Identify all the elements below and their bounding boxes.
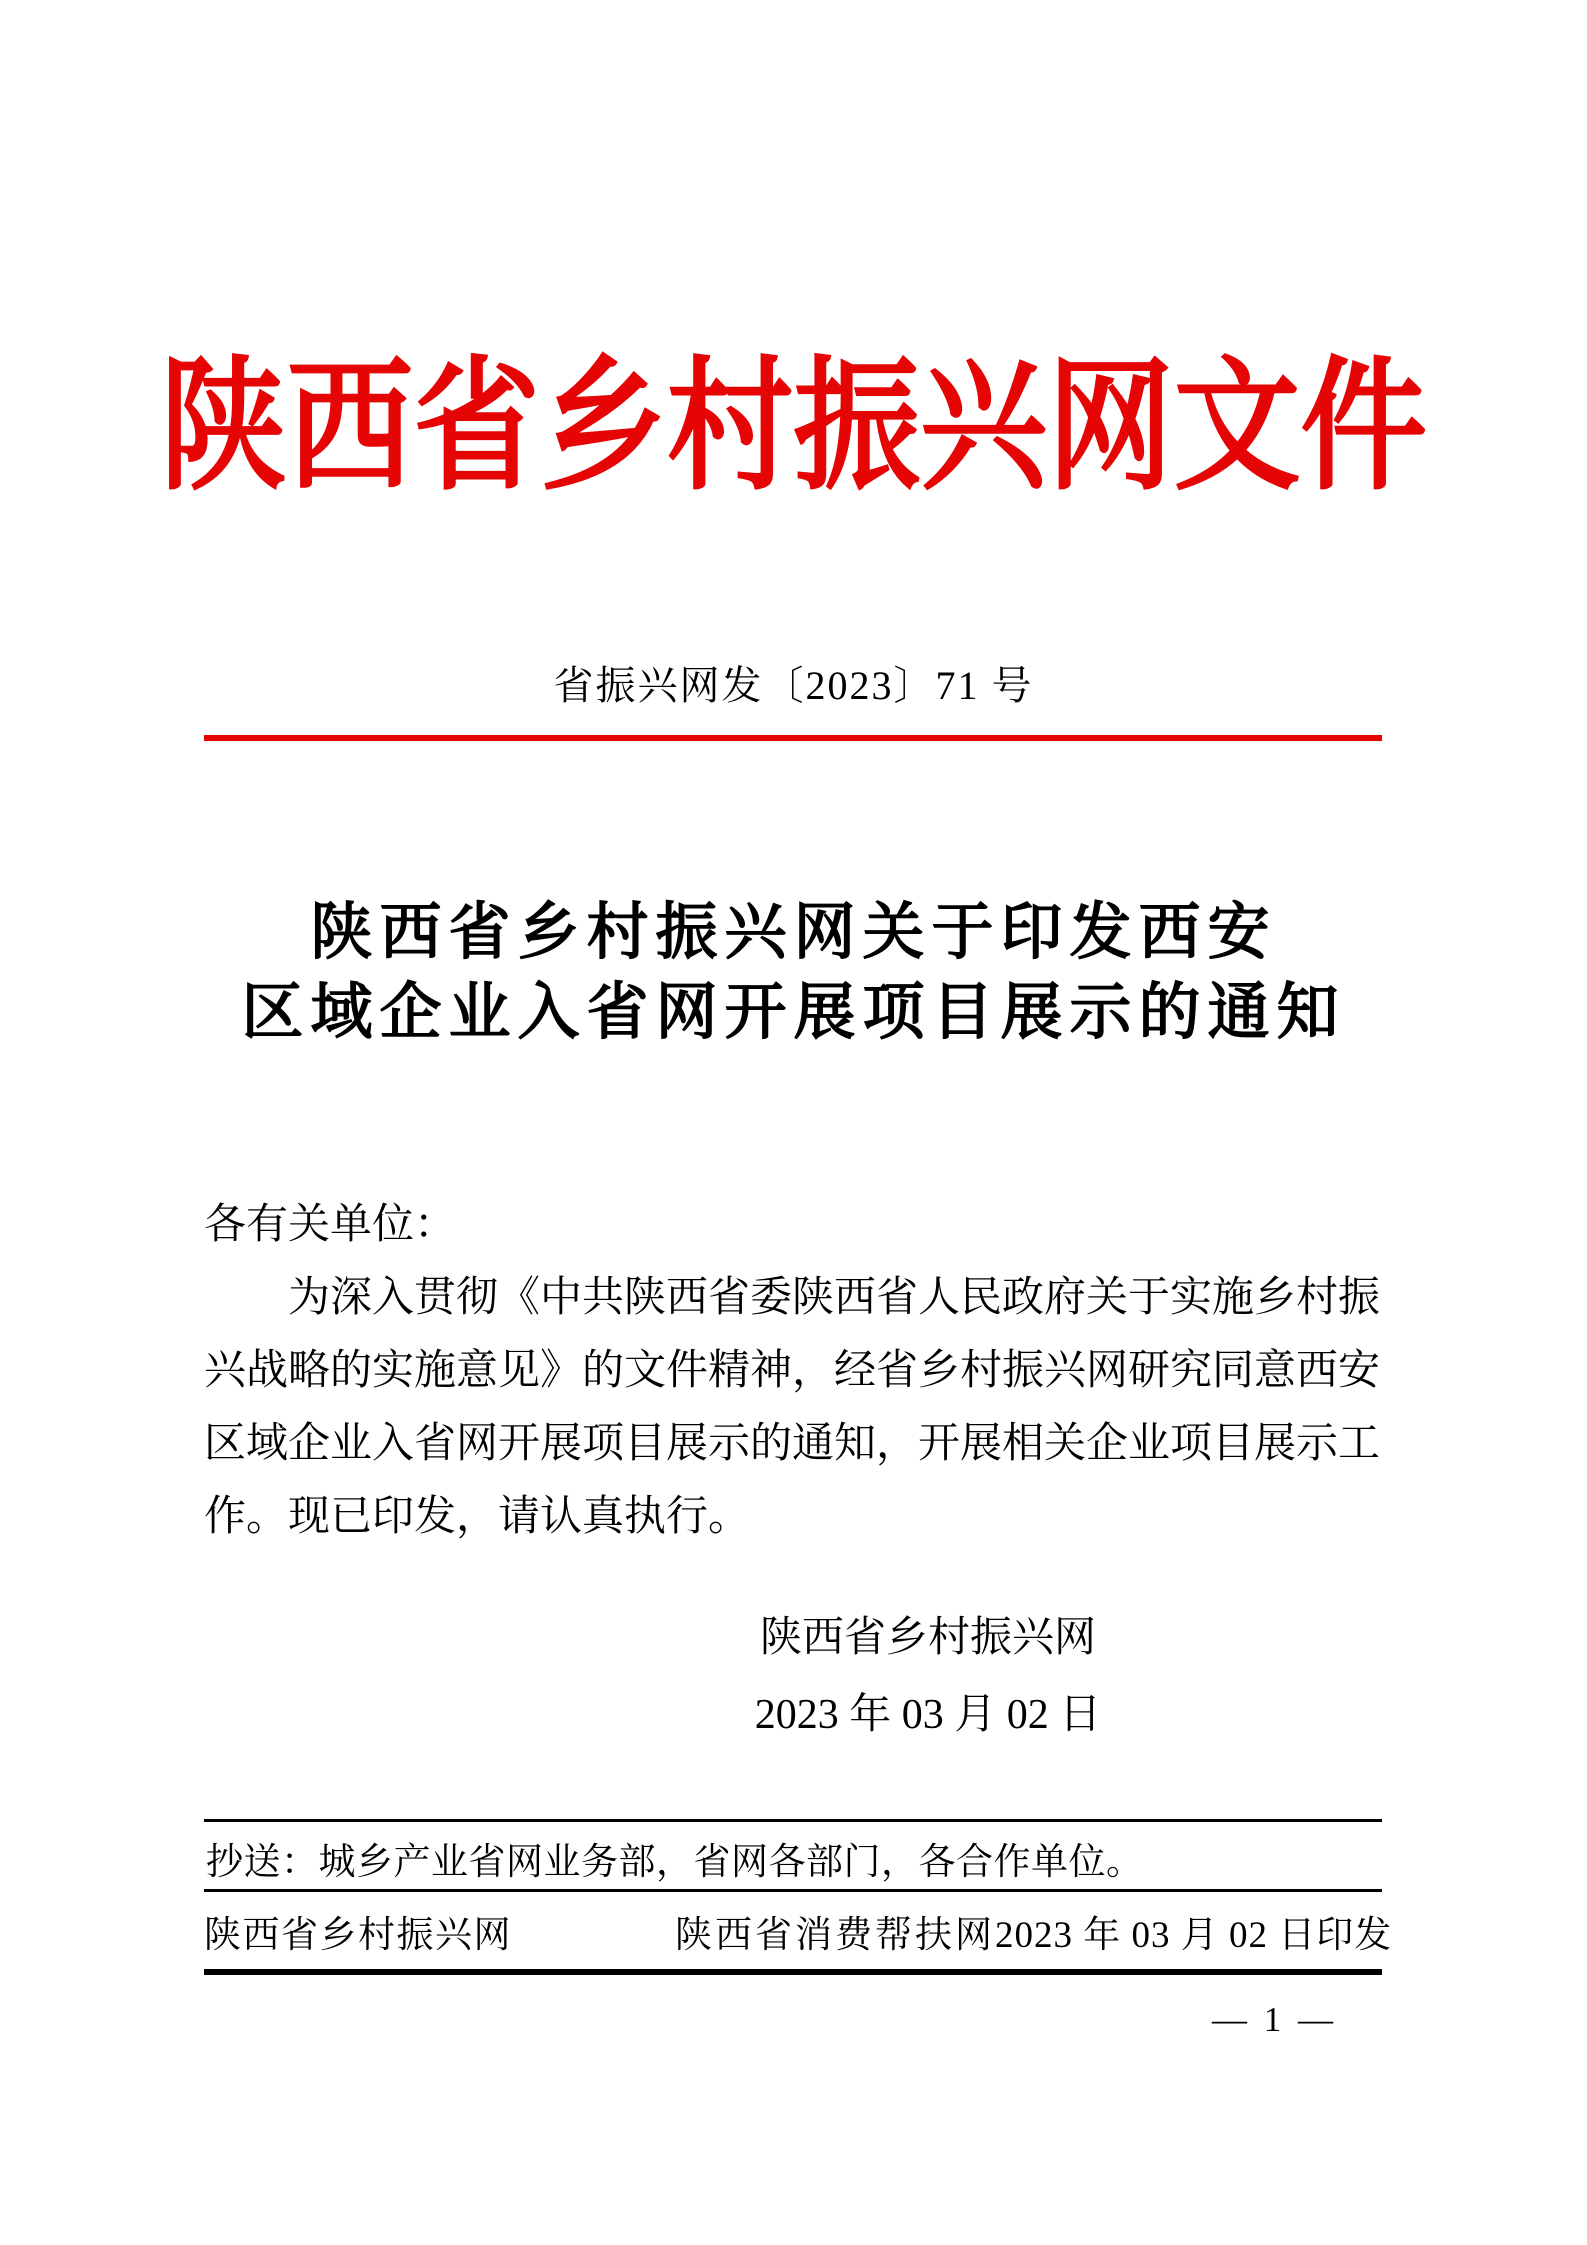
issuer-organization-1: 陕西省乡村振兴网 — [204, 1915, 512, 1956]
footer-rule-top — [204, 1819, 1382, 1822]
signature-block — [628, 1600, 1228, 1754]
issue-date: 2023 年 03 月 02 日印发 — [995, 1915, 1393, 1956]
red-divider-rule — [204, 735, 1382, 741]
document-title-line-1: 陕西省乡村振兴网关于印发西安 — [310, 899, 1277, 967]
page-number: — 1 — — [1212, 2000, 1337, 2039]
footer-rule-bottom — [204, 1969, 1382, 1975]
letterhead-title: 陕西省乡村振兴网文件 — [159, 349, 1428, 508]
body-line: 为深入贯彻《中共陕西省委陕西省人民政府关于实施乡村振 — [288, 1275, 1381, 1321]
footer-rule-middle — [204, 1889, 1382, 1892]
body-line: 区域企业入省网开展项目展示的通知，开展相关企业项目展示工 — [204, 1421, 1381, 1467]
body-paragraph — [204, 1262, 1384, 1554]
issuer-row — [204, 1910, 1393, 1962]
document-title — [0, 893, 1587, 1053]
cc-recipients-line: 抄送：城乡产业省网业务部，省网各部门，各合作单位。 — [206, 1842, 1144, 1883]
signer-name: 陕西省乡村振兴网 — [759, 1615, 1096, 1661]
body-line: 作。现已印发，请认真执行。 — [204, 1494, 751, 1540]
signature-date: 2023 年 03 月 02 日 — [754, 1692, 1102, 1738]
document-title-line-2: 区域企业入省网开展项目展示的通知 — [241, 979, 1346, 1047]
document-number: 省振兴网发〔2023〕71 号 — [553, 663, 1034, 708]
issuer-organization-2: 陕西省消费帮扶网 — [675, 1915, 995, 1956]
salutation: 各有关单位： — [204, 1202, 457, 1248]
body-line: 兴战略的实施意见》的文件精神，经省乡村振兴网研究同意西安 — [204, 1348, 1381, 1394]
